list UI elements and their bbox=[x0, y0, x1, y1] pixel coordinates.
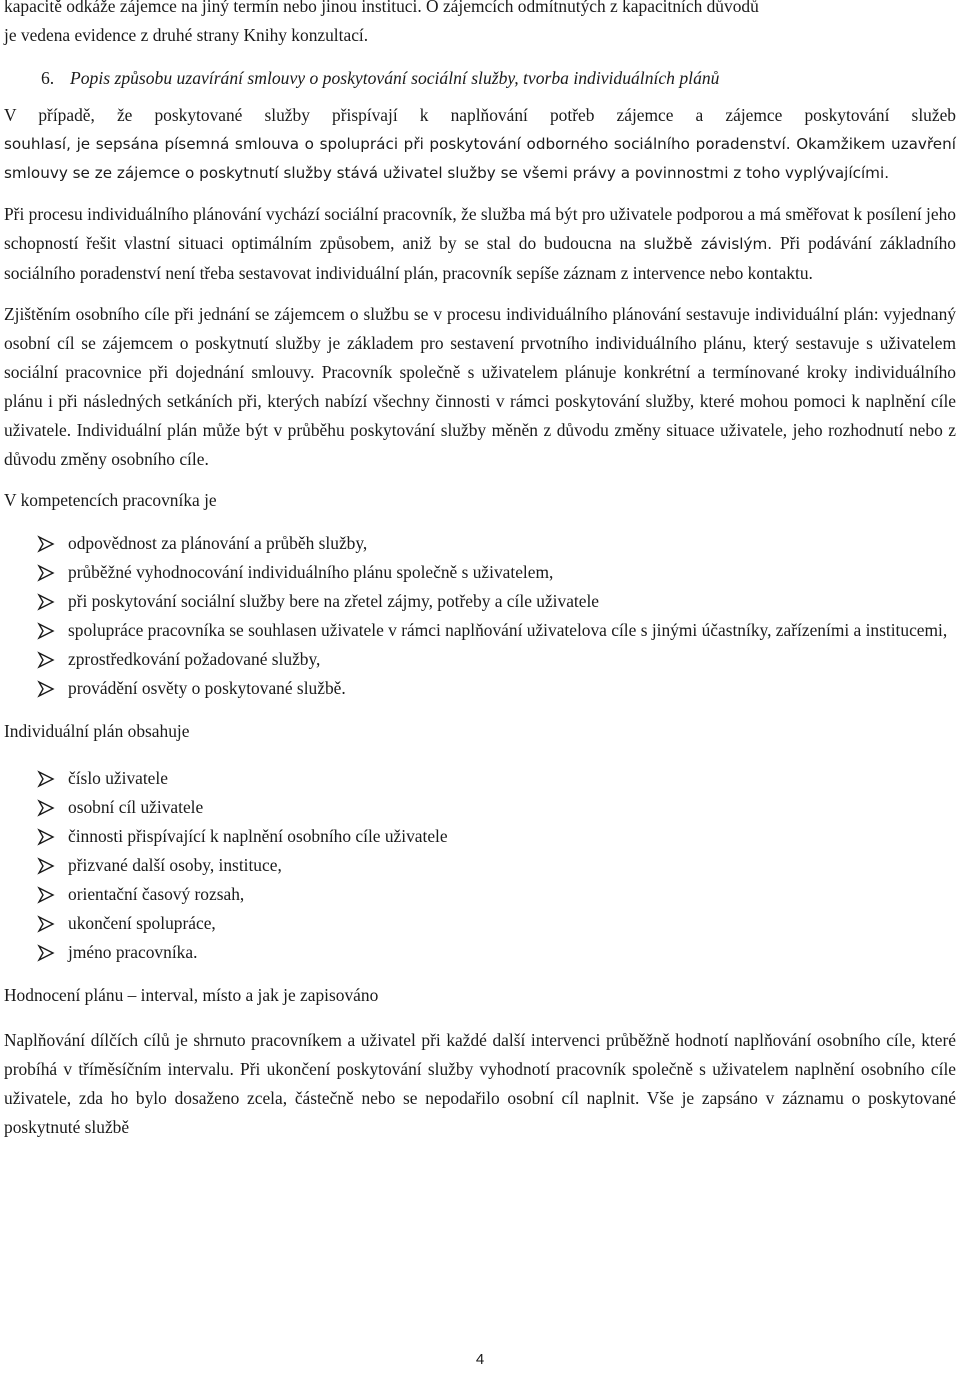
arrow-bullet-icon bbox=[37, 616, 55, 645]
list-item-text: odpovědnost za plánování a průběh služby, bbox=[68, 533, 368, 553]
paragraph-planning-text-b: Při podávání základního sociálního poradenství není třeba sestavovat individuální plán, pracovník sepíše záznam z intervence nebo kontaktu. bbox=[4, 233, 957, 283]
arrow-bullet-icon bbox=[37, 558, 55, 587]
arrow-bullet-icon bbox=[37, 822, 55, 851]
paragraph-planning-text-a: Při procesu individuálního plánování vychází sociální pracovník, že služba má být pro uživatele podporou a má směřovat k posílení jeho schopností řešit vlastní situaci optimálním způsobem, aniž by se stal do budoucna na bbox=[4, 204, 956, 253]
list-item-text: ukončení spolupráce, bbox=[68, 913, 216, 933]
list-item bbox=[4, 764, 956, 793]
list-item bbox=[4, 793, 956, 822]
competences-intro-text: V kompetencích pracovníka je bbox=[4, 490, 217, 510]
top-line-1: kapacitě odkáže zájemce na jiný termín nebo jinou instituci. O zájemcích odmítnutých z kapacitních důvodů bbox=[4, 0, 759, 16]
list-item bbox=[4, 822, 956, 851]
evaluation-heading bbox=[4, 981, 956, 1010]
competences-list bbox=[4, 529, 956, 703]
arrow-bullet-icon bbox=[37, 793, 55, 822]
list-item-text: osobní cíl uživatele bbox=[68, 797, 204, 817]
list-item-text: číslo uživatele bbox=[68, 768, 168, 788]
arrow-bullet-icon bbox=[37, 938, 55, 967]
paragraph-contract bbox=[4, 101, 956, 188]
list-item-text: orientační časový rozsah, bbox=[68, 884, 245, 904]
arrow-bullet-icon bbox=[37, 909, 55, 938]
list-item-text: spolupráce pracovníka se souhlasen uživatele v rámci naplňování uživatelova cíle s jinými účastníky, zařízeními a institucemi, bbox=[68, 620, 948, 640]
list-item-text: jméno pracovníka. bbox=[68, 942, 198, 962]
list-item bbox=[4, 587, 956, 616]
arrow-bullet-icon bbox=[37, 674, 55, 703]
list-item bbox=[4, 909, 956, 938]
list-item bbox=[4, 851, 956, 880]
list-item-text: činnosti přispívající k naplnění osobního cíle uživatele bbox=[68, 826, 448, 846]
list-item bbox=[4, 616, 956, 645]
list-item bbox=[4, 674, 956, 703]
list-item-text: provádění osvěty o poskytované službě. bbox=[68, 678, 346, 698]
page-number: 4 bbox=[475, 1351, 485, 1368]
list-item-text: při poskytování sociální služby bere na zřetel zájmy, potřeby a cíle uživatele bbox=[68, 591, 600, 611]
arrow-bullet-icon bbox=[37, 880, 55, 909]
section-number: 6. bbox=[41, 68, 55, 88]
list-item bbox=[4, 880, 956, 909]
paragraph-planning-sans-text: službě závislým. bbox=[643, 235, 773, 253]
evaluation-paragraph-text: Naplňování dílčích cílů je shrnuto pracovníkem a uživatel při každé další intervenci průběžně hodnotí naplňování osobního cíle, které probíhá v tříměsíčním intervalu. Při ukončení poskytování služby vyhodnotí pracovník společně s uživatelem naplnění osobního cíle uživatele, zda ho bylo dosaženo zcela, částečně nebo se nepodařilo osobní cíl naplnit. Vše je zapsáno v záznamu o poskytované poskytnuté službě bbox=[4, 1030, 956, 1137]
evaluation-heading-text: Hodnocení plánu – interval, místo a jak je zapisováno bbox=[4, 985, 379, 1005]
top-paragraph bbox=[4, 0, 956, 50]
section-heading bbox=[4, 64, 956, 93]
paragraph-contract-sans-text: souhlasí, je sepsána písemná smlouva o spolupráci při poskytování odborného sociálního poradenství. Okamžikem uzavření smlouvy se ze zájemce o poskytnutí služby stává uživatel služby se všemi právy a povinnostmi z toho vyplývajícími. bbox=[4, 135, 956, 182]
list-item-text: průběžné vyhodnocování individuálního plánu společně s uživatelem, bbox=[68, 562, 554, 582]
arrow-bullet-icon bbox=[37, 587, 55, 616]
arrow-bullet-icon bbox=[37, 764, 55, 793]
arrow-bullet-icon bbox=[37, 529, 55, 558]
list-item bbox=[4, 645, 956, 674]
paragraph-personal-goal bbox=[4, 300, 956, 474]
list-item bbox=[4, 529, 956, 558]
paragraph-contract-line-1: V případě, že poskytované služby přispívají k naplňování potřeb zájemce a zájemce poskytování služeb bbox=[4, 105, 956, 125]
evaluation-paragraph bbox=[4, 1026, 956, 1142]
top-line-2: je vedena evidence z druhé strany Knihy konzultací. bbox=[4, 25, 369, 45]
plan-intro bbox=[4, 717, 956, 746]
arrow-bullet-icon bbox=[37, 645, 55, 674]
list-item-text: přizvané další osoby, instituce, bbox=[68, 855, 282, 875]
paragraph-personal-goal-text: Zjištěním osobního cíle při jednání se zájemcem o službu se v procesu individuálního plánování sestavuje individuální plán: vyjednaný osobní cíl se zájemcem o poskytnutí služby je základem pro sestavení prvotního individuálního plánu, který sestavuje s uživatelem sociální pracovnice při dojednání smlouvy. Pracovník společně s uživatelem plánuje konkrétní a termínované kroky individuálního plánu i při následných setkáních při, kterých nabízí všechny činnosti v rámci poskytování služby, které mohou pomoci k naplnění cíle uživatele. Individuální plán může být v průběhu poskytování služby měněn z důvodu změny situace uživatele, jeho rozhodnutí nebo z důvodu změny osobního cíle. bbox=[4, 304, 956, 469]
plan-intro-text: Individuální plán obsahuje bbox=[4, 721, 190, 741]
list-item bbox=[4, 558, 956, 587]
list-item bbox=[4, 938, 956, 967]
paragraph-individual-planning bbox=[4, 200, 956, 288]
section-title: Popis způsobu uzavírání smlouvy o poskytování sociální služby, tvorba individuálních plánů bbox=[70, 68, 720, 88]
list-item-text: zprostředkování požadované služby, bbox=[68, 649, 321, 669]
plan-contents-list bbox=[4, 764, 956, 967]
competences-intro bbox=[4, 486, 956, 515]
arrow-bullet-icon bbox=[37, 851, 55, 880]
